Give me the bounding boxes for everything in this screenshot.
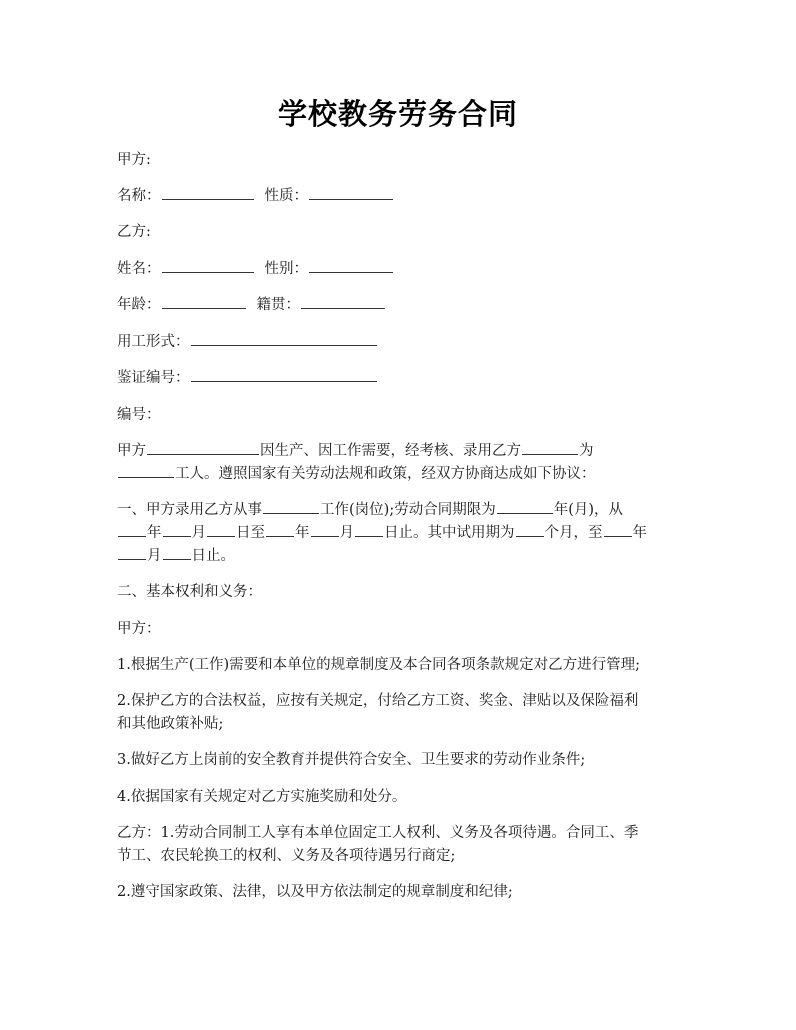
party-a-blank[interactable] [147,439,259,455]
cert-no-blank[interactable] [191,366,377,382]
clause-text: 月 [339,525,354,541]
job-blank[interactable] [263,498,319,514]
end-month-blank[interactable] [311,521,339,537]
clause-text: 年 [632,525,647,541]
start-day-blank[interactable] [207,521,235,537]
intro-text: 甲方 [117,443,146,459]
party-b-duty-1-line-2: 节工、农民轮换工的权利、义务及各项待遇另行商定; [117,848,456,864]
clause-text: 日止。 [191,548,235,564]
nature-label: 性质： [264,188,308,204]
start-year-blank[interactable] [118,521,146,537]
clause-text: 年 [147,525,162,541]
gender-label: 性别： [264,261,308,277]
clause-text: 个月，至 [544,525,603,541]
cert-no-row [117,366,692,390]
cert-no-label: 鉴证编号： [117,370,190,386]
term-blank[interactable] [497,498,553,514]
clause-text: 工作(岗位);劳动合同期限为 [320,502,496,518]
probation-months-blank[interactable] [516,521,544,537]
clause-text: 日至 [236,525,265,541]
party-a-duty-4: 4.依据国家有关规定对乙方实施奖励和处分。 [117,789,407,805]
party-b-duty-2: 2.遵守国家政策、法律，以及甲方依法制定的规章制度和纪律; [117,884,513,900]
employment-form-blank[interactable] [191,330,377,346]
nature-blank[interactable] [309,184,393,200]
age-blank[interactable] [162,293,246,309]
intro-text: 工人。遵照国家有关劳动法规和政策，经双方协商达成如下协议： [175,466,596,482]
party-a-heading: 甲方: [117,152,151,168]
document-title: 学校教务劳务合同 [277,97,518,131]
party-a-name-row [117,184,692,208]
name-blank[interactable] [162,184,254,200]
worker-type-blank[interactable] [118,462,174,478]
clause-text: 日止。其中试用期为 [384,525,515,541]
fullname-blank[interactable] [162,257,254,273]
fullname-label: 姓名： [117,261,161,277]
clause-text: 年 [295,525,310,541]
native-blank[interactable] [301,293,385,309]
clause-text: 年(月)，从 [553,502,624,518]
clause-text: 月 [147,548,162,564]
party-a-duty-2-line-2: 和其他政策补贴; [117,716,224,732]
intro-text: 因生产、因工作需要，经考核、录用乙方 [260,443,521,459]
clause1-line-2 [117,521,692,545]
name-label: 名称： [117,188,161,204]
employment-form-label: 用工形式： [117,334,190,350]
intro-line-1 [117,439,692,463]
probation-month-blank[interactable] [118,544,146,560]
party-a-duty-2-line-1: 2.保护乙方的合法权益，应按有关规定，付给乙方工资、奖金、津贴以及保险福利 [117,693,639,709]
party-a-duties-heading: 甲方： [117,621,161,637]
party-b-name-row [117,257,692,281]
native-label: 籍贯： [256,297,300,313]
start-month-blank[interactable] [163,521,191,537]
party-a-duty-3: 3.做好乙方上岗前的安全教育并提供符合安全、卫生要求的劳动作业条件; [117,752,586,768]
clause1-line-3 [117,544,692,568]
intro-text: 为 [579,443,594,459]
party-a-duty-1: 1.根据生产(工作)需要和本单位的规章制度及本合同各项条款规定对乙方进行管理; [117,657,641,673]
no-label: 编号： [117,407,161,423]
probation-year-blank[interactable] [604,521,632,537]
clause2-title: 二、基本权利和义务： [117,584,262,600]
party-b-duty-1-line-1: 乙方：1.劳动合同制工人享有本单位固定工人权利、义务及各项待遇。合同工、季 [117,825,639,841]
employment-form-row [117,330,692,354]
gender-blank[interactable] [309,257,393,273]
intro-line-2 [117,462,692,486]
clause-text: 一、甲方录用乙方从事 [117,502,262,518]
clause1-line-1 [117,498,692,522]
end-year-blank[interactable] [266,521,294,537]
clause-text: 月 [191,525,206,541]
age-label: 年龄： [117,297,161,313]
end-day-blank[interactable] [355,521,383,537]
party-b-blank[interactable] [522,439,578,455]
party-b-heading: 乙方: [117,224,151,240]
probation-day-blank[interactable] [163,544,191,560]
party-b-age-row [117,293,692,317]
